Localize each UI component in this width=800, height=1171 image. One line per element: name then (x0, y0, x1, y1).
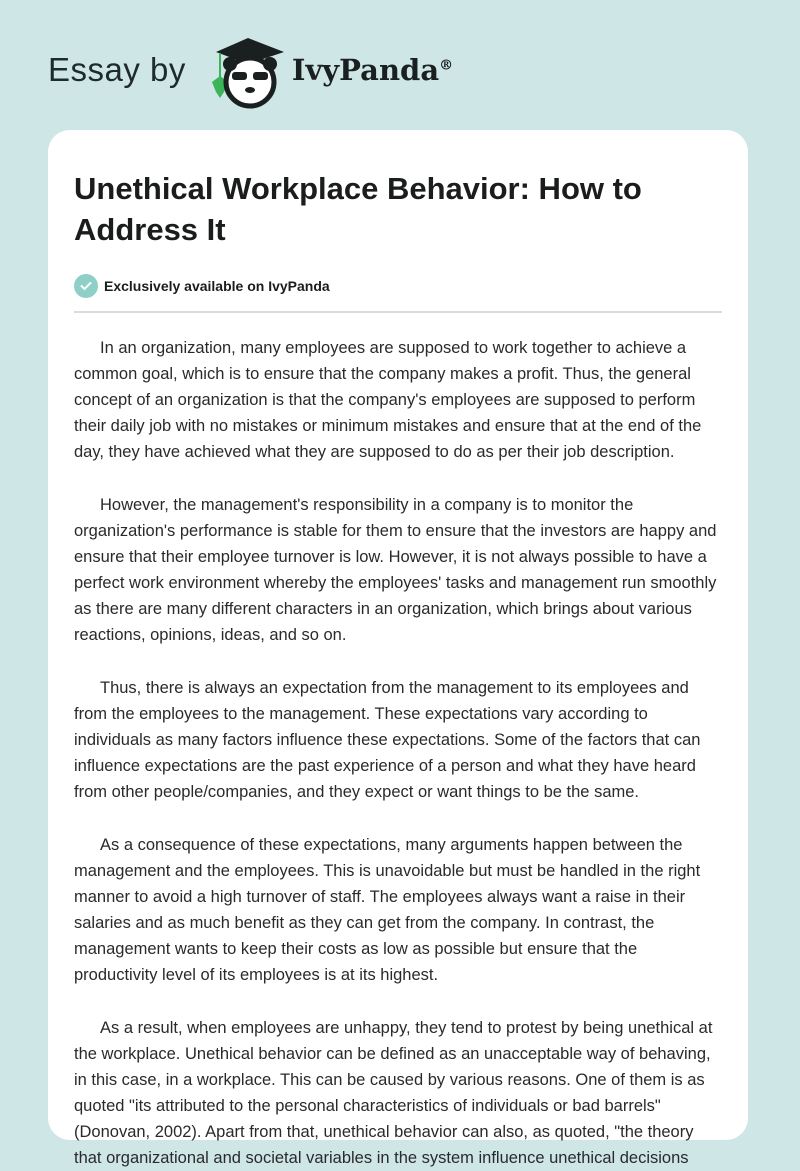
divider (74, 311, 722, 313)
essay-body (74, 335, 722, 1171)
essay-card (48, 130, 748, 1167)
paragraph: As a consequence of these expectations, many arguments happen between the management and the employees. This is unavoidable but must be handled in the right manner to avoid a high turnover of staff. The employees always want a raise in their salaries and as much benefit as they can get from the company. In contrast, the management wants to keep their costs as low as possible but ensure that the productivity level of its employees is at its highest. (74, 836, 701, 984)
brand-name: IvyPanda (291, 53, 440, 87)
page-title: Unethical Workplace Behavior: How to Address It (74, 171, 642, 247)
paragraph: As a result, when employees are unhappy, they tend to protest by being unethical at the workplace. Unethical behavior can be defined as an unacceptable way of behaving, in this case, in a workplace. This can be caused by various reasons. One of them is as quoted "its attributed to the personal characteristics of individuals or bad barrels" (Donovan, 2002). Apart from that, unethical behavior can also, as quoted, "the theory that organizational and societal variables in the system influence unethical decisions (74, 1019, 713, 1167)
exclusive-label: Exclusively available on IvyPanda (104, 278, 330, 294)
registered-mark: ® (439, 57, 454, 74)
exclusive-badge (74, 274, 722, 298)
paragraph: However, the management's responsibility in a company is to monitor the organization's performance is stable for them to ensure that the investors are happy and ensure that their employee turnover is low. However, it is not always possible to have a perfect work environment whereby the employees' tasks and management run smoothly as there are many different characters in an organization, which brings about various reactions, opinions, ideas, and so on. (74, 496, 717, 644)
essay-by-label: Essay by (48, 51, 186, 88)
ivypanda-brand[interactable] (292, 53, 453, 87)
paragraph: In an organization, many employees are supposed to work together to achieve a common goal, which is to ensure that the company makes a profit. Thus, the general concept of an organization is that the company's employees are supposed to perform their daily job with no mistakes or minimum mistakes and ensure that at the end of the day, they have achieved what they are supposed to do as per their job description. (74, 339, 702, 461)
paragraph: Thus, there is always an expectation from the management to its employees and from the employees to the management. These expectations vary according to individuals as many factors influence these expectations. Some of the factors that can influence expectations are the past experience of a person and what they have heard from other people/companies, and they expect or want things to be the same. (74, 679, 701, 801)
site-header (48, 30, 453, 110)
ivypanda-logo-icon[interactable] (204, 30, 288, 110)
check-icon (74, 274, 98, 298)
